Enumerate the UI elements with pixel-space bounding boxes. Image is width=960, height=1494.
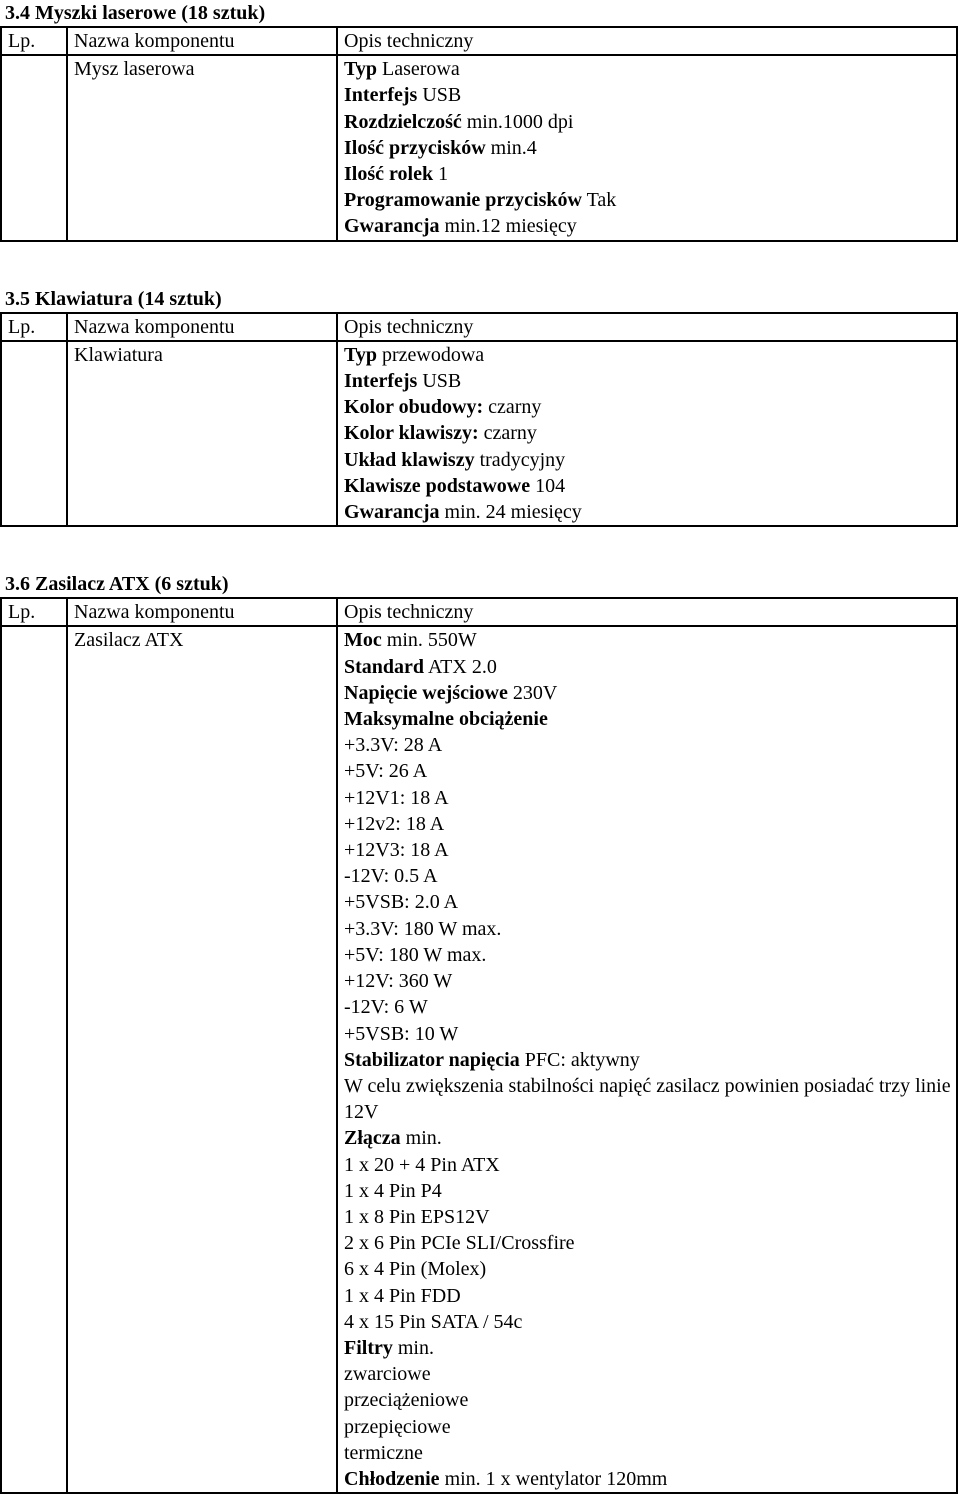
spec-value: zwarciowe — [344, 1363, 431, 1386]
spec-line — [344, 1414, 956, 1440]
spec-value: 6 x 4 Pin (Molex) — [344, 1258, 487, 1281]
table-header-row — [1, 27, 957, 55]
spec-line — [344, 942, 956, 968]
spec-label: Ilość przycisków — [344, 136, 486, 159]
spec-line — [344, 1021, 956, 1047]
header-lp: Lp. — [1, 598, 67, 626]
spec-value: 1 x 4 Pin FDD — [344, 1284, 461, 1307]
spec-value: +12V3: 18 A — [344, 839, 449, 862]
spec-line — [344, 1125, 956, 1151]
spec-value: termiczne — [344, 1441, 423, 1464]
spec-line — [344, 473, 956, 499]
spec-line — [344, 1204, 956, 1230]
spec-line — [344, 627, 956, 653]
spec-line — [344, 213, 956, 239]
spec-value: min. 1 x wentylator 120mm — [444, 1467, 668, 1490]
spec-label: Ilość rolek — [344, 163, 434, 186]
spec-line — [344, 1440, 956, 1466]
section-title: 3.6 Zasilacz ATX (6 sztuk) — [5, 573, 229, 596]
spec-label: Złącza — [344, 1127, 401, 1150]
spec-line — [344, 1335, 956, 1361]
spec-value: 1 x 8 Pin EPS12V — [344, 1205, 490, 1228]
header-lp: Lp. — [1, 27, 67, 55]
spec-line — [344, 56, 956, 82]
header-name: Nazwa komponentu — [67, 27, 337, 55]
spec-label: Programowanie przycisków — [344, 189, 582, 212]
header-desc: Opis techniczny — [337, 598, 957, 626]
spec-value: czarny — [483, 422, 537, 445]
spec-line — [344, 837, 956, 863]
spec-value: 104 — [535, 474, 566, 497]
spec-value: ATX 2.0 — [427, 655, 497, 678]
spec-line — [344, 811, 956, 837]
spec-line — [344, 447, 956, 473]
cell-component-name: Klawiatura — [67, 341, 337, 526]
spec-label: Interfejs — [344, 84, 418, 107]
spec-value: 230V — [512, 681, 558, 704]
spec-value: Laserowa — [381, 58, 460, 81]
spec-line — [344, 1230, 956, 1256]
spec-line — [344, 109, 956, 135]
cell-component-name: Zasilacz ATX — [67, 626, 337, 1493]
spec-label: Gwarancja — [344, 215, 440, 238]
spec-value: czarny — [488, 396, 542, 419]
header-name: Nazwa komponentu — [67, 313, 337, 341]
spec-line — [344, 1073, 956, 1125]
table-row — [1, 55, 957, 240]
spec-label: Rozdzielczość — [344, 110, 462, 133]
spec-line — [344, 863, 956, 889]
spec-value: +5V: 26 A — [344, 760, 428, 783]
table-row — [1, 626, 957, 1493]
spec-value: przepięciowe — [344, 1415, 451, 1438]
spec-line — [344, 1361, 956, 1387]
spec-line — [344, 1256, 956, 1282]
spec-value: -12V: 6 W — [344, 996, 428, 1019]
spec-value: PFC: aktywny — [524, 1048, 640, 1071]
spec-line — [344, 161, 956, 187]
spec-value: min.4 — [490, 136, 537, 159]
spec-line — [344, 420, 956, 446]
section-spacer — [0, 527, 960, 571]
spec-label: Moc — [344, 629, 382, 652]
spec-line — [344, 654, 956, 680]
header-desc: Opis techniczny — [337, 313, 957, 341]
spec-line — [344, 1152, 956, 1178]
cell-technical-description — [337, 341, 957, 526]
cell-component-name: Mysz laserowa — [67, 55, 337, 240]
spec-value: W celu zwiększenia stabilności napięć zasilacz powinien posiadać trzy linie 12V — [344, 1074, 951, 1124]
spec-value: tradycyjny — [479, 448, 566, 471]
spec-value: +3.3V: 180 W max. — [344, 917, 502, 940]
spec-value: +3.3V: 28 A — [344, 734, 443, 757]
section-title: 3.5 Klawiatura (14 sztuk) — [5, 287, 222, 310]
spec-line — [344, 968, 956, 994]
spec-line — [344, 187, 956, 213]
spec-value: przewodowa — [381, 343, 485, 366]
header-lp: Lp. — [1, 313, 67, 341]
section-title: 3.4 Myszki laserowe (18 sztuk) — [5, 2, 266, 24]
spec-line — [344, 1387, 956, 1413]
spec-label: Stabilizator napięcia — [344, 1048, 520, 1071]
spec-label: Kolor klawiszy: — [344, 422, 479, 445]
spec-line — [344, 135, 956, 161]
spec-line — [344, 706, 956, 732]
spec-line — [344, 342, 956, 368]
spec-line — [344, 394, 956, 420]
spec-value: min. — [405, 1127, 442, 1150]
spec-line — [344, 1047, 956, 1073]
cell-lp — [1, 341, 67, 526]
spec-value: min.12 miesięcy — [444, 215, 577, 238]
spec-line — [344, 889, 956, 915]
spec-line — [344, 916, 956, 942]
cell-technical-description — [337, 55, 957, 240]
spec-label: Interfejs — [344, 370, 418, 393]
spec-value: +5VSB: 10 W — [344, 1022, 459, 1045]
spec-line — [344, 368, 956, 394]
spec-value: USB — [422, 84, 462, 107]
spec-line — [344, 1466, 956, 1492]
spec-value: 1 x 20 + 4 Pin ATX — [344, 1153, 500, 1176]
spec-label: Maksymalne obciążenie — [344, 708, 548, 731]
spec-value: +12v2: 18 A — [344, 812, 445, 835]
spec-value: 2 x 6 Pin PCIe SLI/Crossfire — [344, 1232, 575, 1255]
spec-label: Typ — [344, 343, 377, 366]
spec-value: 1 — [438, 163, 449, 186]
spec-value: +5VSB: 2.0 A — [344, 891, 459, 914]
spec-value: min. — [397, 1336, 434, 1359]
spec-line — [344, 1178, 956, 1204]
spec-line — [344, 732, 956, 758]
spec-value: 1 x 4 Pin P4 — [344, 1179, 442, 1202]
spec-label: Kolor obudowy: — [344, 396, 484, 419]
table-row — [1, 341, 957, 526]
table-header-row — [1, 313, 957, 341]
spec-line — [344, 1309, 956, 1335]
spec-line — [344, 758, 956, 784]
spec-label: Typ — [344, 58, 377, 81]
table-header-row — [1, 598, 957, 626]
spec-label: Układ klawiszy — [344, 448, 475, 471]
spec-table — [0, 597, 958, 1494]
spec-value: Tak — [586, 189, 617, 212]
spec-value: +12V1: 18 A — [344, 786, 449, 809]
spec-line — [344, 785, 956, 811]
spec-table — [0, 26, 958, 242]
header-desc: Opis techniczny — [337, 27, 957, 55]
spec-line — [344, 1283, 956, 1309]
header-name: Nazwa komponentu — [67, 598, 337, 626]
spec-value: +12V: 360 W — [344, 970, 453, 993]
spec-label: Filtry — [344, 1336, 393, 1359]
section-spacer — [0, 242, 960, 286]
spec-line — [344, 82, 956, 108]
spec-table — [0, 312, 958, 528]
spec-label: Gwarancja — [344, 501, 440, 524]
spec-line — [344, 994, 956, 1020]
spec-value: min. 550W — [386, 629, 477, 652]
spec-label: Klawisze podstawowe — [344, 474, 531, 497]
cell-lp — [1, 55, 67, 240]
spec-label: Standard — [344, 655, 425, 678]
spec-value: -12V: 0.5 A — [344, 865, 438, 888]
spec-value: przeciążeniowe — [344, 1389, 469, 1412]
cell-technical-description — [337, 626, 957, 1493]
spec-value: USB — [422, 370, 462, 393]
spec-label: Napięcie wejściowe — [344, 681, 508, 704]
spec-value: min. 24 miesięcy — [444, 501, 582, 524]
spec-value: min.1000 dpi — [466, 110, 574, 133]
spec-value: +5V: 180 W max. — [344, 943, 487, 966]
spec-value: 4 x 15 Pin SATA / 54c — [344, 1310, 523, 1333]
spec-line — [344, 499, 956, 525]
spec-label: Chłodzenie — [344, 1467, 440, 1490]
spec-line — [344, 680, 956, 706]
cell-lp — [1, 626, 67, 1493]
